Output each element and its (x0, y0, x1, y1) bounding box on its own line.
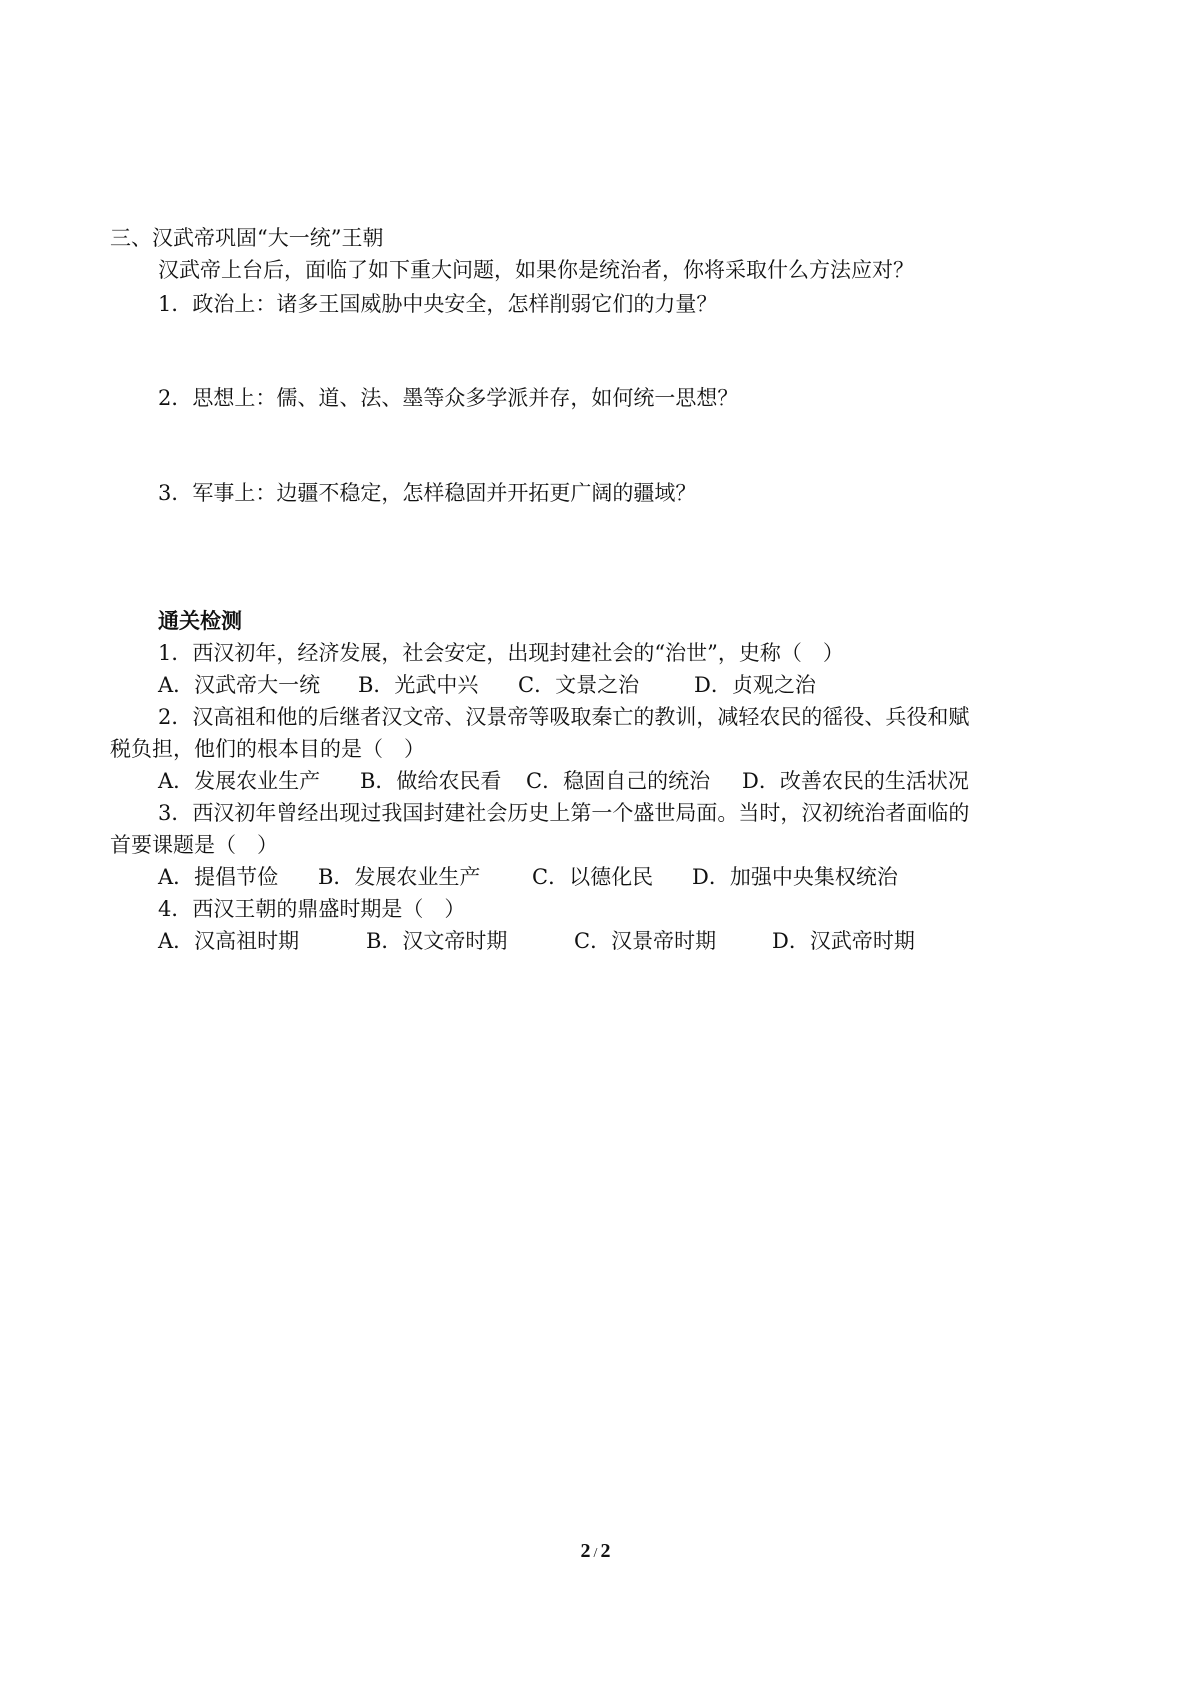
quiz-q3-stem-line2: 首要课题是（ ） (110, 833, 278, 857)
quiz-q3-stem-line1: 3．西汉初年曾经出现过我国封建社会历史上第一个盛世局面。当时，汉初统治者面临的 (158, 801, 970, 825)
option-b: B．发展农业生产 (318, 865, 481, 889)
question-political: 1．政治上：诸多王国威胁中央安全，怎样削弱它们的力量？ (158, 292, 718, 316)
option-c: C．稳固自己的统治 (526, 769, 711, 793)
option-b: B．汉文帝时期 (366, 929, 508, 953)
option-d: D．汉武帝时期 (772, 929, 915, 953)
section-intro: 汉武帝上台后，面临了如下重大问题，如果你是统治者，你将采取什么方法应对？ (158, 258, 914, 282)
quiz-q1-stem: 1．西汉初年，经济发展，社会安定，出现封建社会的“治世”，史称（ ） (158, 641, 844, 665)
quiz-title: 通关检测 (158, 608, 242, 633)
quiz-q4-options (158, 928, 915, 954)
page-separator: / (593, 1546, 598, 1561)
option-c: C．以德化民 (532, 865, 654, 889)
section-heading: 三、汉武帝巩固“大一统”王朝 (110, 226, 384, 250)
current-page: 2 (580, 1540, 591, 1562)
option-a: A．汉高祖时期 (158, 929, 300, 953)
quiz-q2-stem-line1: 2．汉高祖和他的后继者汉文帝、汉景帝等吸取秦亡的教训，减轻农民的徭役、兵役和赋 (158, 705, 970, 729)
quiz-q4-stem: 4．西汉王朝的鼎盛时期是（ ） (158, 897, 466, 921)
option-d: D．改善农民的生活状况 (742, 769, 969, 793)
total-pages: 2 (600, 1540, 611, 1562)
option-d: D．加强中央集权统治 (692, 865, 898, 889)
question-military: 3．军事上：边疆不稳定，怎样稳固并开拓更广阔的疆域？ (158, 481, 697, 505)
page-number (0, 1540, 1191, 1563)
option-b: B．做给农民看 (360, 769, 502, 793)
question-ideological: 2．思想上：儒、道、法、墨等众多学派并存，如何统一思想？ (158, 386, 739, 410)
quiz-q1-options (158, 672, 816, 698)
option-c: C．文景之治 (518, 673, 640, 697)
quiz-q2-stem-line2: 税负担，他们的根本目的是（ ） (110, 737, 425, 761)
option-c: C．汉景帝时期 (574, 929, 717, 953)
option-b: B．光武中兴 (358, 673, 479, 697)
quiz-q3-options (158, 864, 898, 890)
quiz-q2-options (158, 768, 969, 794)
option-a: A．发展农业生产 (158, 769, 321, 793)
option-a: A．汉武帝大一统 (158, 673, 321, 697)
option-a: A．提倡节俭 (158, 865, 279, 889)
option-d: D．贞观之治 (694, 673, 816, 697)
